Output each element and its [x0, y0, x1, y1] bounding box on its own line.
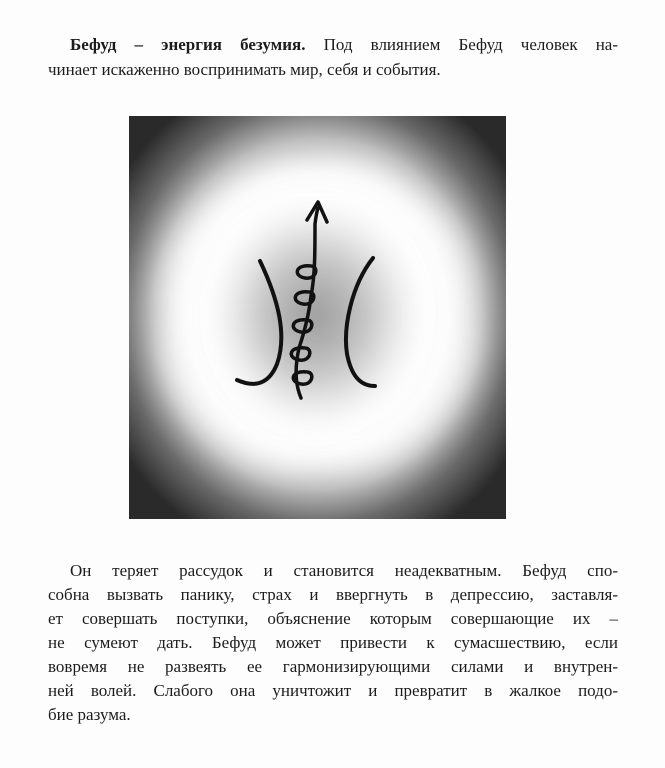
body-line: ней волей. Слабого она уничтожит и превратит в жалкое подо- [48, 681, 618, 700]
body-line: вовремя не развеять ее гармонизирующими силами и внутрен- [48, 657, 618, 676]
body-line: Он теряет рассудок и становится неадекватным. Бефуд спо- [70, 561, 618, 580]
befud-figure [129, 116, 506, 519]
intro-text-start: Под влиянием Бефуд человек на- [323, 35, 619, 54]
section-title: Бефуд – энергия безумия. [70, 35, 306, 54]
body-line: не сумеют дать. Бефуд может привести к сумасшествию, если [48, 633, 618, 652]
befud-symbol-icon [129, 116, 506, 519]
intro-line-1 [48, 34, 618, 56]
body-line: ет совершать поступки, объяснение которым совершающие их – [48, 609, 618, 628]
body-line: бие разума. [48, 705, 131, 724]
body-line: собна вызвать панику, страх и ввергнуть в депрессию, заставля- [48, 585, 618, 604]
intro-line-2: чинает искаженно воспринимать мир, себя и события. [48, 60, 441, 79]
